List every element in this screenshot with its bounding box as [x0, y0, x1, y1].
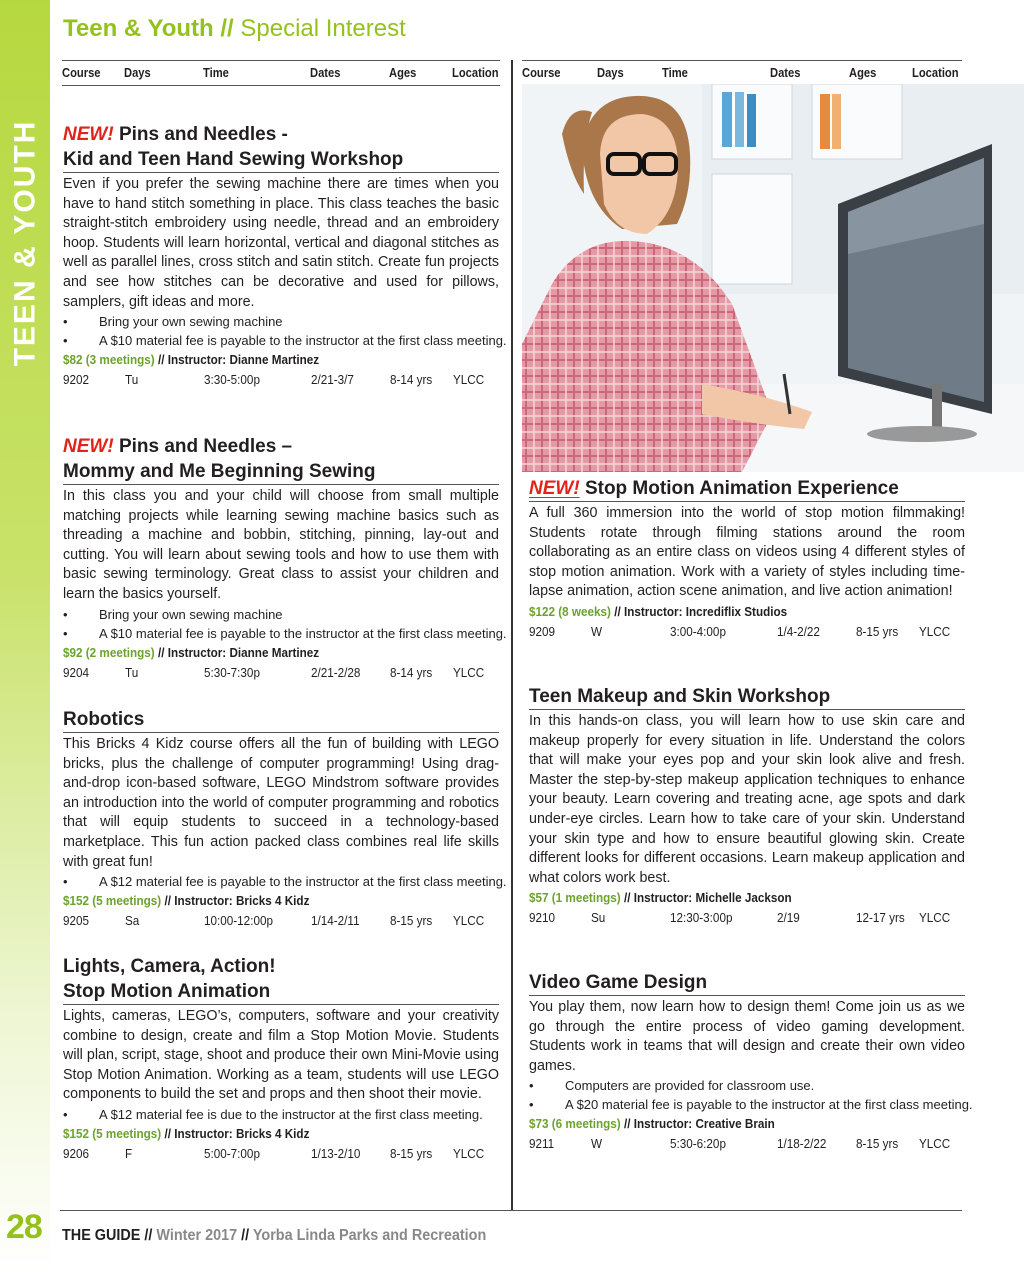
schedule-time: 5:30-7:30p	[204, 664, 260, 680]
course-instructor: // Instructor: Incrediflix Studios	[610, 603, 788, 619]
column-header-ages: Ages	[389, 65, 417, 80]
schedule-ages: 8-15 yrs	[856, 623, 899, 639]
column-header-course: Course	[62, 65, 101, 80]
schedule-ages: 8-14 yrs	[390, 664, 433, 680]
sidebar	[0, 0, 50, 1272]
course-title-line2: Stop Motion Animation	[63, 979, 499, 1005]
schedule-dates: 1/18-2/22	[777, 1136, 827, 1152]
course-notes	[63, 1105, 499, 1124]
course-fee-line	[63, 643, 455, 663]
schedule-time: 3:00-4:00p	[670, 623, 726, 639]
schedule-time: 10:00-12:00p	[204, 913, 273, 929]
schedule-course: 9206	[63, 1145, 90, 1161]
course-listing	[63, 707, 507, 931]
course-fee-line	[529, 1114, 921, 1134]
course-schedule-row	[529, 622, 965, 642]
schedule-days: Sa	[125, 913, 140, 929]
schedule-course: 9205	[63, 913, 90, 929]
course-notes	[63, 312, 507, 350]
course-listing	[63, 434, 507, 683]
photo-illustration	[522, 84, 1024, 472]
course-description: Even if you prefer the sewing machine there are times when you have to hand stitch something in place. This class teaches the basic straight-stitch embroidery using needle, thread and an embroidery hoop. Students will learn horizontal, vertical and diagonal stitches as well as parallel lines, cross stitch and satin stitch. Create fun projects and see how stitches can be decorative and used for pillows, samplers, gift ideas and more.	[63, 176, 499, 310]
schedule-days: Tu	[125, 664, 139, 680]
section-heading: Teen & Youth // Special Interest	[63, 15, 406, 42]
course-title: NEW! Stop Motion Animation Experience	[529, 476, 965, 502]
course-title-line1: Lights, Camera, Action!	[63, 956, 276, 977]
footer: THE GUIDE // Winter 2017 // Yorba Linda Parks and Recreation	[62, 1227, 487, 1244]
course-notes	[63, 605, 507, 643]
schedule-course: 9209	[529, 623, 556, 639]
course-listing	[529, 970, 973, 1154]
course-description: This Bricks 4 Kidz course offers all the fun of building with LEGO bricks, plus the challenge of computer programming! Using drag-and-drop icon-based software, LEGO Mindstrom software provides an introduction into the world of computer programming and robotics that will equip students to succeed in a technology-based marketplace. This fun action packed class combines real life skills with great fun!	[63, 736, 499, 870]
schedule-ages: 8-14 yrs	[390, 372, 433, 388]
course-fee: $82 (3 meetings)	[63, 352, 155, 368]
column-header-dates: Dates	[770, 65, 801, 80]
course-title: Video Game Design	[529, 970, 965, 996]
course-instructor: // Instructor: Bricks 4 Kidz	[161, 1125, 310, 1141]
course-note: • A $10 material fee is payable to the instructor at the first class meeting.	[63, 624, 499, 643]
course-schedule-row	[63, 370, 499, 390]
column-header-right	[522, 60, 962, 86]
course-title: Teen Makeup and Skin Workshop	[529, 684, 965, 710]
course-notes	[529, 1076, 973, 1114]
course-schedule-row	[529, 1134, 965, 1154]
course-description: In this class you and your child will choose from small multiple matching projects while learning sewing machine basics such as threading a machine and bobbin, stitching, pinning, lay-out and cutting. You will learn about sewing tools and how to use them with basic sewing terminology. Great class to assist your children and learn the basics yourself.	[63, 488, 499, 602]
column-divider	[511, 60, 513, 1210]
course-listing	[63, 954, 499, 1164]
course-fee: $57 (1 meetings)	[529, 890, 621, 906]
course-fee: $152 (5 meetings)	[63, 1125, 162, 1141]
course-fee-line	[63, 891, 455, 911]
schedule-location: YLCC	[453, 1145, 485, 1161]
schedule-dates: 1/13-2/10	[311, 1145, 361, 1161]
course-instructor: // Instructor: Michelle Jackson	[620, 890, 792, 906]
course-schedule-row	[63, 663, 499, 683]
girl-at-computer-photo	[522, 84, 1024, 472]
course-note: • A $10 material fee is payable to the instructor at the first class meeting.	[63, 331, 499, 350]
course-instructor: // Instructor: Bricks 4 Kidz	[161, 893, 310, 909]
schedule-days: W	[591, 1136, 603, 1152]
schedule-course: 9210	[529, 910, 556, 926]
schedule-days: Tu	[125, 372, 139, 388]
course-title-line2: Kid and Teen Hand Sewing Workshop	[63, 147, 499, 173]
course-description: Lights, cameras, LEGO’s, computers, software and your creativity combine to design, create and film a Stop Motion Movie. Students will plan, script, stage, shoot and produce their own Mini-Movie using Stop Motion Animation. Working as a team, students will use LEGO components to build the set and props and then shoot their movie.	[63, 1008, 499, 1103]
course-instructor: // Instructor: Dianne Martinez	[154, 352, 320, 368]
course-instructor: // Instructor: Creative Brain	[620, 1116, 775, 1132]
course-fee: $73 (6 meetings)	[529, 1116, 621, 1132]
course-note: • Bring your own sewing machine	[63, 312, 499, 331]
course-description: A full 360 immersion into the world of stop motion filmmaking! Students rotate through filming stations around the room collaborating as an entire class on videos using 4 different styles of stop motion animation. Work with a variety of styles including time-lapse animation, action scene animation, and live action animation!	[529, 505, 965, 600]
course-schedule-row	[529, 908, 965, 928]
schedule-location: YLCC	[919, 1136, 951, 1152]
course-listing	[63, 122, 507, 390]
course-note: • A $12 material fee is payable to the instructor at the first class meeting.	[63, 872, 499, 891]
course-fee-line	[63, 350, 455, 370]
schedule-ages: 8-15 yrs	[390, 1145, 433, 1161]
column-header-time: Time	[662, 65, 688, 80]
column-header-days: Days	[597, 65, 624, 80]
schedule-time: 3:30-5:00p	[204, 372, 260, 388]
course-listing	[529, 476, 965, 642]
page-number: 28	[6, 1208, 42, 1246]
schedule-ages: 8-15 yrs	[856, 1136, 899, 1152]
footer-rule	[60, 1210, 962, 1211]
course-title: Robotics	[63, 707, 499, 733]
column-header-ages: Ages	[849, 65, 877, 80]
course-notes	[63, 872, 507, 891]
schedule-days: Su	[591, 910, 606, 926]
schedule-course: 9211	[529, 1136, 555, 1152]
schedule-days: F	[125, 1145, 133, 1161]
schedule-time: 5:00-7:00p	[204, 1145, 260, 1161]
schedule-dates: 2/21-3/7	[311, 372, 354, 388]
schedule-dates: 1/4-2/22	[777, 623, 820, 639]
course-note: • Bring your own sewing machine	[63, 605, 499, 624]
schedule-location: YLCC	[453, 913, 485, 929]
column-header-time: Time	[203, 65, 229, 80]
schedule-dates: 2/19	[777, 910, 800, 926]
schedule-time: 5:30-6:20p	[670, 1136, 726, 1152]
course-note: • Computers are provided for classroom use.	[529, 1076, 965, 1095]
schedule-ages: 12-17 yrs	[856, 910, 905, 926]
column-header-location: Location	[912, 65, 959, 80]
sidebar-label: TEEN & YOUTH	[8, 119, 41, 367]
course-instructor: // Instructor: Dianne Martinez	[154, 644, 320, 660]
course-title-line2: Mommy and Me Beginning Sewing	[63, 459, 499, 485]
course-fee: $92 (2 meetings)	[63, 644, 155, 660]
course-description: You play them, now learn how to design them! Come join us as we go through the entire process of video gaming development. Students work in teams that will design and create their own video games.	[529, 999, 965, 1074]
course-title-line1: NEW! Pins and Needles -	[63, 124, 288, 145]
schedule-dates: 1/14-2/11	[311, 913, 360, 929]
column-header-days: Days	[124, 65, 151, 80]
column-header-dates: Dates	[310, 65, 341, 80]
column-header-location: Location	[452, 65, 499, 80]
course-fee: $152 (5 meetings)	[63, 893, 162, 909]
schedule-location: YLCC	[453, 372, 485, 388]
schedule-location: YLCC	[453, 664, 485, 680]
schedule-course: 9202	[63, 372, 90, 388]
course-schedule-row	[63, 1144, 499, 1164]
course-note: • A $20 material fee is payable to the instructor at the first class meeting.	[529, 1095, 965, 1114]
course-fee: $122 (8 weeks)	[529, 603, 611, 619]
schedule-location: YLCC	[919, 910, 951, 926]
course-schedule-row	[63, 911, 499, 931]
course-fee-line	[63, 1124, 455, 1144]
schedule-dates: 2/21-2/28	[311, 664, 361, 680]
column-header-course: Course	[522, 65, 561, 80]
schedule-location: YLCC	[919, 623, 951, 639]
schedule-course: 9204	[63, 664, 90, 680]
course-listing	[529, 684, 965, 928]
schedule-days: W	[591, 623, 603, 639]
course-fee-line	[529, 602, 921, 622]
column-header-left	[62, 60, 500, 86]
schedule-time: 12:30-3:00p	[670, 910, 733, 926]
course-fee-line	[529, 888, 921, 908]
course-note: • A $12 material fee is due to the instructor at the first class meeting.	[63, 1105, 499, 1124]
schedule-ages: 8-15 yrs	[390, 913, 433, 929]
course-description: In this hands-on class, you will learn how to use skin care and makeup properly for every situation in life. Understand the colors that will make your eyes pop and your skin look alive and fresh. Master the step-by-step makeup application techniques to enhance your beauty. Learn covering and treating acne, age spots and dark under-eye circles. Learn how to take care of your skin. Understand your skin type and how to ensure beautiful glowing skin. Create different looks for different occasions. Learn makeup application and what colors work best.	[529, 713, 965, 886]
course-title-line1: NEW! Pins and Needles –	[63, 436, 293, 457]
